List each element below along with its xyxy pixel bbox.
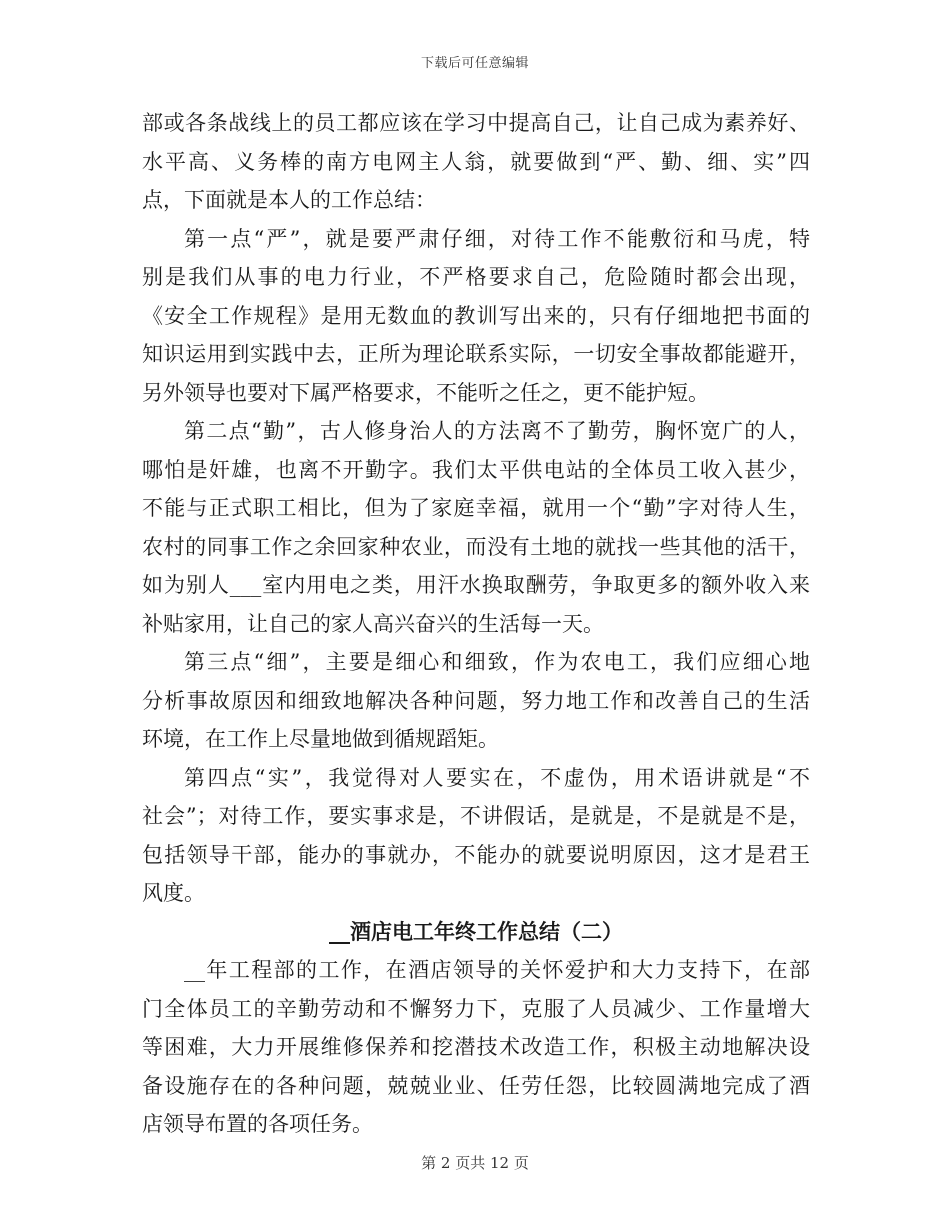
text-line: 水平高、义务棒的南方电网主人翁，就要做到“严、勤、细、实”四: [142, 149, 810, 174]
section-title: __酒店电工年终工作总结（二）: [329, 918, 623, 944]
text-line: 《安全工作规程》是用无数血的教训写出来的，只有仔细地把书面的: [142, 303, 810, 328]
paragraph-start: 第四点“实”，我觉得对人要实在，不虚伪，用术语讲就是“不: [184, 765, 810, 790]
paragraph-start: 第一点“严”，就是要严肃仔细，对待工作不能敷衍和马虎，特: [184, 226, 810, 251]
text-line: 不能与正式职工相比，但为了家庭幸福，就用一个“勤”字对待人生，: [142, 496, 810, 520]
text-line: 知识运用到实践中去，正所为理论联系实际，一切安全事故都能避开，: [142, 342, 810, 366]
text-line: 哪怕是奸雄，也离不开勤字。我们太平供电站的全体员工收入甚少，: [142, 457, 810, 482]
text-line: 门全体员工的辛勤劳动和不懈努力下，克服了人员减少、工作量增大: [142, 996, 810, 1021]
paragraph-start: 第二点“勤”，古人修身治人的方法离不了勤劳，胸怀宽广的人，: [184, 419, 810, 443]
text-line: 分析事故原因和细致地解决各种问题，努力地工作和改善自己的生活: [142, 688, 810, 713]
text-line: 环境，在工作上尽量地做到循规蹈矩。: [142, 727, 499, 751]
text-line: 如为别人___室内用电之类，用汗水换取酬劳，争取更多的额外收入来: [142, 573, 810, 597]
text-line: 别是我们从事的电力行业，不严格要求自己，危险随时都会出现，: [142, 265, 810, 289]
text-line: 补贴家用，让自己的家人高兴奋兴的生活每一天。: [142, 611, 604, 636]
text-line: 店领导布置的各项任务。: [142, 1112, 373, 1136]
text-line: 点，下面就是本人的工作总结：: [142, 188, 436, 212]
text-line: 备设施存在的各种问题，兢兢业业、任劳任怨，比较圆满地完成了酒: [142, 1073, 810, 1098]
text-line: 另外领导也要对下属严格要求，不能听之任之，更不能护短。: [142, 380, 709, 405]
paragraph-start: __年工程部的工作，在酒店领导的关怀爱护和大力支持下，在部: [184, 958, 810, 982]
page-footer: 第 2 页共 12 页: [421, 1154, 529, 1172]
text-line: 风度。: [142, 881, 205, 905]
paragraph-start: 第三点“细”，主要是细心和细致，作为农电工，我们应细心地: [184, 650, 810, 674]
text-line: 等困难，大力开展维修保养和挖潜技术改造工作，积极主动地解决设: [142, 1035, 810, 1059]
text-line: 包括领导干部，能办的事就办，不能办的就要说明原因，这才是君王: [142, 842, 810, 867]
page-header: 下载后可任意编辑: [420, 56, 529, 71]
document-body: [142, 104, 810, 1144]
text-line: 部或各条战线上的员工都应该在学习中提高自己，让自己成为素养好、: [142, 111, 810, 135]
text-line: 农村的同事工作之余回家种农业，而没有土地的就找一些其他的活干，: [142, 534, 810, 559]
text-line: 社会”；对待工作，要实事求是，不讲假话，是就是，不是就是不是，: [142, 804, 810, 828]
